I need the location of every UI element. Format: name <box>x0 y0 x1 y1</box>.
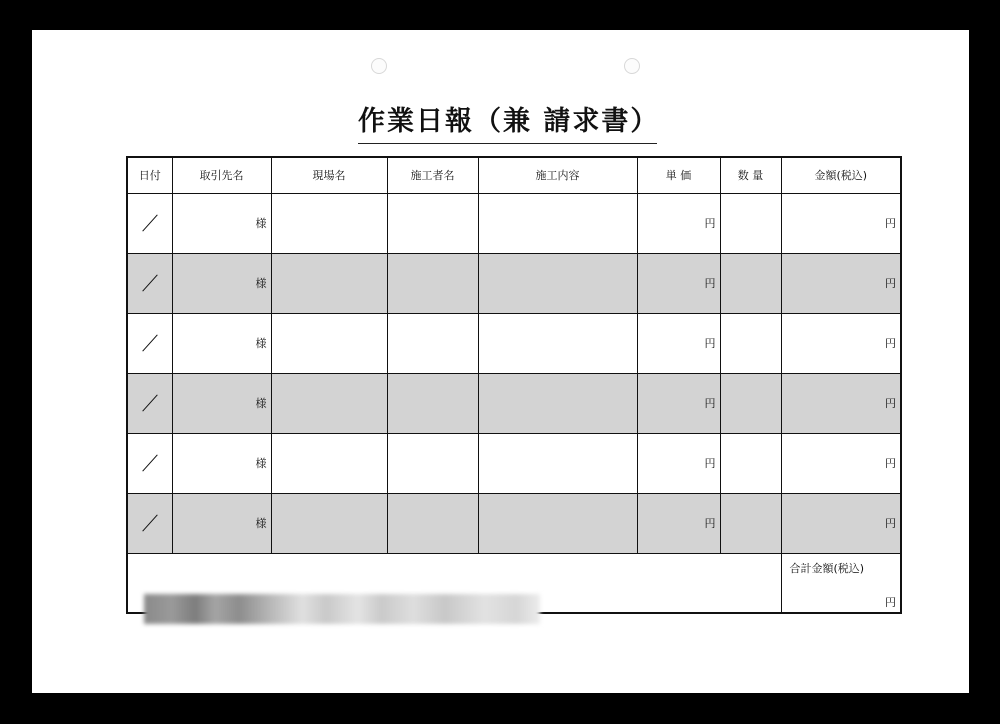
work-report-table <box>126 156 902 614</box>
quantity-cell[interactable] <box>720 373 781 433</box>
contractor-cell[interactable] <box>387 433 478 493</box>
col-header-client: 取引先名 <box>172 157 271 193</box>
date-separator-slash <box>142 274 157 291</box>
date-separator-slash <box>142 454 157 471</box>
table-row <box>127 493 901 553</box>
work-content-cell[interactable] <box>478 313 637 373</box>
date-cell[interactable] <box>127 433 172 493</box>
unit-price-yen-label: 円 <box>704 397 716 410</box>
client-suffix-label: 様 <box>255 277 267 290</box>
unit-price-yen-label: 円 <box>704 517 716 530</box>
invoice-sheet <box>32 30 969 693</box>
punch-hole-right <box>624 58 640 74</box>
client-cell[interactable] <box>172 193 271 253</box>
amount-yen-label: 円 <box>885 397 896 410</box>
amount-yen-label: 円 <box>885 277 896 290</box>
client-cell[interactable] <box>172 313 271 373</box>
unit-price-cell[interactable] <box>637 313 720 373</box>
table-row <box>127 193 901 253</box>
unit-price-cell[interactable] <box>637 493 720 553</box>
total-amount-cell[interactable] <box>781 553 901 613</box>
quantity-cell[interactable] <box>720 433 781 493</box>
site-cell[interactable] <box>271 313 387 373</box>
table-row <box>127 313 901 373</box>
footer-row <box>127 553 901 613</box>
date-cell[interactable] <box>127 493 172 553</box>
site-cell[interactable] <box>271 193 387 253</box>
table-body <box>127 193 901 613</box>
work-content-cell[interactable] <box>478 253 637 313</box>
total-yen-label: 円 <box>885 595 896 609</box>
amount-cell[interactable] <box>781 433 901 493</box>
table-row <box>127 253 901 313</box>
quantity-cell[interactable] <box>720 493 781 553</box>
date-cell[interactable] <box>127 193 172 253</box>
amount-cell[interactable] <box>781 373 901 433</box>
site-cell[interactable] <box>271 253 387 313</box>
header-row <box>127 157 901 193</box>
date-cell[interactable] <box>127 253 172 313</box>
client-suffix-label: 様 <box>255 397 267 410</box>
site-cell[interactable] <box>271 433 387 493</box>
total-label: 合計金額(税込) <box>789 561 865 575</box>
date-cell[interactable] <box>127 313 172 373</box>
site-cell[interactable] <box>271 373 387 433</box>
work-content-cell[interactable] <box>478 373 637 433</box>
unit-price-yen-label: 円 <box>704 337 716 350</box>
redacted-company-info <box>144 594 540 624</box>
client-cell[interactable] <box>172 373 271 433</box>
client-suffix-label: 様 <box>255 517 267 530</box>
client-cell[interactable] <box>172 493 271 553</box>
client-suffix-label: 様 <box>255 457 267 470</box>
work-content-cell[interactable] <box>478 193 637 253</box>
punch-hole-left <box>371 58 387 74</box>
col-header-site: 現場名 <box>271 157 387 193</box>
date-separator-slash <box>142 334 157 351</box>
quantity-cell[interactable] <box>720 253 781 313</box>
contractor-cell[interactable] <box>387 493 478 553</box>
table-row <box>127 373 901 433</box>
contractor-cell[interactable] <box>387 373 478 433</box>
col-header-contractor: 施工者名 <box>387 157 478 193</box>
date-separator-slash <box>142 514 157 531</box>
page-title: 作業日報（兼 請求書） <box>358 102 657 144</box>
amount-yen-label: 円 <box>885 517 896 530</box>
unit-price-cell[interactable] <box>637 253 720 313</box>
unit-price-cell[interactable] <box>637 433 720 493</box>
notes-area <box>127 553 781 613</box>
date-separator-slash <box>142 394 157 411</box>
amount-cell[interactable] <box>781 493 901 553</box>
unit-price-yen-label: 円 <box>704 217 716 230</box>
col-header-date: 日付 <box>127 157 172 193</box>
contractor-cell[interactable] <box>387 313 478 373</box>
date-cell[interactable] <box>127 373 172 433</box>
quantity-cell[interactable] <box>720 313 781 373</box>
col-header-unit-price: 単 価 <box>637 157 720 193</box>
amount-yen-label: 円 <box>885 217 896 230</box>
unit-price-yen-label: 円 <box>704 457 716 470</box>
amount-cell[interactable] <box>781 313 901 373</box>
amount-yen-label: 円 <box>885 337 896 350</box>
table-row <box>127 433 901 493</box>
unit-price-yen-label: 円 <box>704 277 716 290</box>
col-header-work-content: 施工内容 <box>478 157 637 193</box>
col-header-amount: 金額(税込) <box>781 157 901 193</box>
client-cell[interactable] <box>172 253 271 313</box>
amount-cell[interactable] <box>781 253 901 313</box>
client-suffix-label: 様 <box>255 217 267 230</box>
site-cell[interactable] <box>271 493 387 553</box>
amount-yen-label: 円 <box>885 457 896 470</box>
amount-cell[interactable] <box>781 193 901 253</box>
client-suffix-label: 様 <box>255 337 267 350</box>
col-header-quantity: 数 量 <box>720 157 781 193</box>
contractor-cell[interactable] <box>387 253 478 313</box>
unit-price-cell[interactable] <box>637 193 720 253</box>
contractor-cell[interactable] <box>387 193 478 253</box>
client-cell[interactable] <box>172 433 271 493</box>
work-content-cell[interactable] <box>478 493 637 553</box>
quantity-cell[interactable] <box>720 193 781 253</box>
unit-price-cell[interactable] <box>637 373 720 433</box>
work-content-cell[interactable] <box>478 433 637 493</box>
date-separator-slash <box>142 214 157 231</box>
